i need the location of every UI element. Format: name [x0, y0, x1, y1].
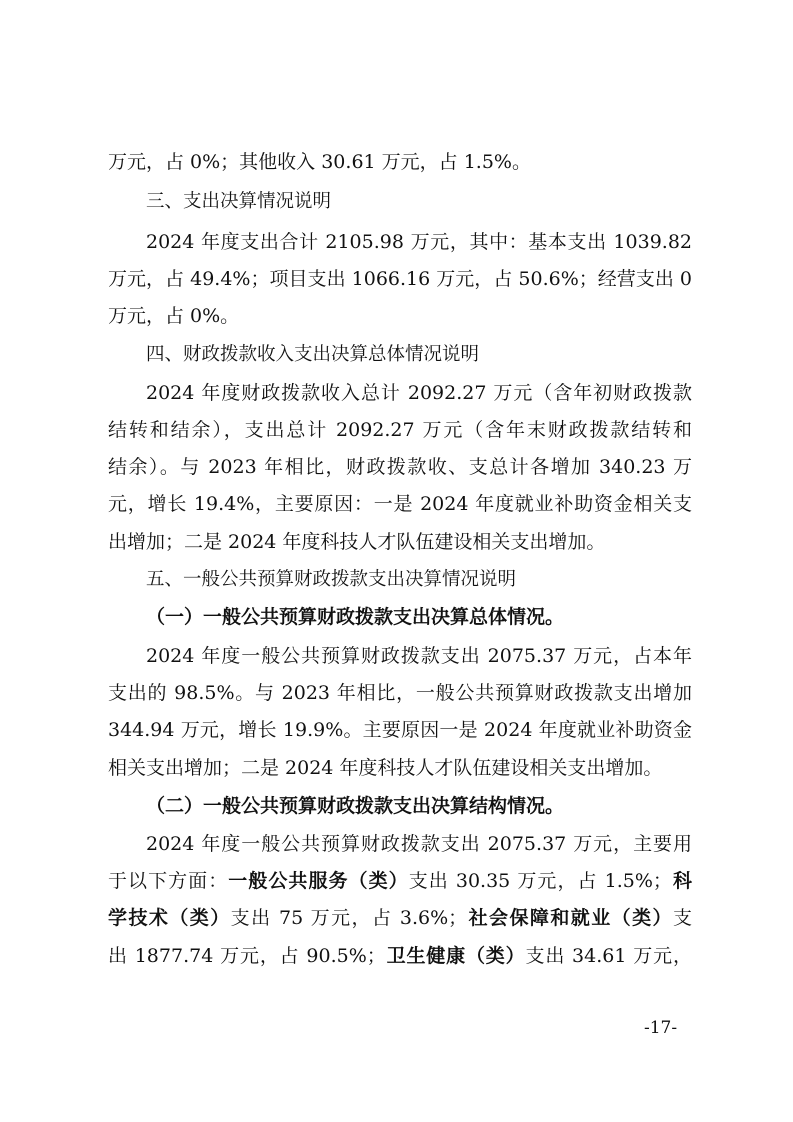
text-run: 支: [672, 907, 692, 929]
paragraph-line: 万元，占 0%；其他收入 30.61 万元，占 1.5%。: [108, 151, 531, 173]
paragraph-line: 2024 年度财政拨款收入总计 2092.27 万元（含年初财政拨款: [146, 382, 692, 404]
paragraph-line: 2024 年度支出合计 2105.98 万元，其中：基本支出 1039.82: [146, 231, 692, 253]
paragraph-line: 支出的 98.5%。与 2023 年相比，一般公共预算财政拨款支出增加: [108, 682, 692, 704]
paragraph-line: 元，增长 19.4%，主要原因：一是 2024 年度就业补助资金相关支: [108, 493, 692, 515]
category-name: 科: [671, 870, 692, 892]
text-run: 支出 34.61 万元，: [525, 945, 692, 967]
section-heading-3: 三、支出决算情况说明: [146, 191, 332, 212]
paragraph-line: 344.94 万元，增长 19.9%。主要原因一是 2024 年度就业补助资金: [108, 719, 692, 741]
subsection-heading-5-2: （二）一般公共预算财政拨款支出决算结构情况。: [146, 795, 565, 817]
paragraph-line: 结转和结余），支出总计 2092.27 万元（含年末财政拨款结转和: [108, 419, 692, 441]
subsection-heading-5-1: （一）一般公共预算财政拨款支出决算总体情况。: [146, 606, 565, 628]
section-heading-4: 四、财政拨款收入支出决算总体情况说明: [146, 344, 480, 365]
paragraph-line: 相关支出增加；二是 2024 年度科技人才队伍建设相关支出增加。: [108, 757, 663, 779]
page-number: -17-: [644, 1018, 678, 1038]
paragraph-line: [108, 942, 692, 970]
text-run: 于以下方面：: [108, 870, 229, 892]
category-name: 卫生健康（类）: [385, 945, 526, 967]
text-run: 支出 75 万元，占 3.6%；: [230, 907, 468, 929]
category-name: 社会保障和就业（类）: [467, 907, 673, 929]
paragraph-line: 2024 年度一般公共预算财政拨款支出 2075.37 万元，占本年: [146, 645, 692, 667]
paragraph-line: 结余）。与 2023 年相比，财政拨款收、支总计各增加 340.23 万: [108, 456, 692, 478]
paragraph-line: 2024 年度一般公共预算财政拨款支出 2075.37 万元，主要用: [146, 833, 692, 855]
paragraph-line: [108, 904, 692, 932]
category-name: 一般公共服务（类）: [228, 870, 409, 892]
category-name: 学技术（类）: [108, 907, 231, 929]
paragraph-line: 万元，占 49.4%；项目支出 1066.16 万元，占 50.6%；经营支出 0: [108, 268, 692, 290]
paragraph-line: [108, 867, 692, 895]
paragraph-line: 万元，占 0%。: [108, 305, 240, 327]
text-run: 支出 30.35 万元，占 1.5%；: [408, 870, 672, 892]
text-run: 出 1877.74 万元，占 90.5%；: [108, 945, 386, 967]
paragraph-line: 出增加；二是 2024 年度科技人才队伍建设相关支出增加。: [108, 531, 606, 553]
section-heading-5: 五、一般公共预算财政拨款支出决算情况说明: [146, 569, 517, 590]
